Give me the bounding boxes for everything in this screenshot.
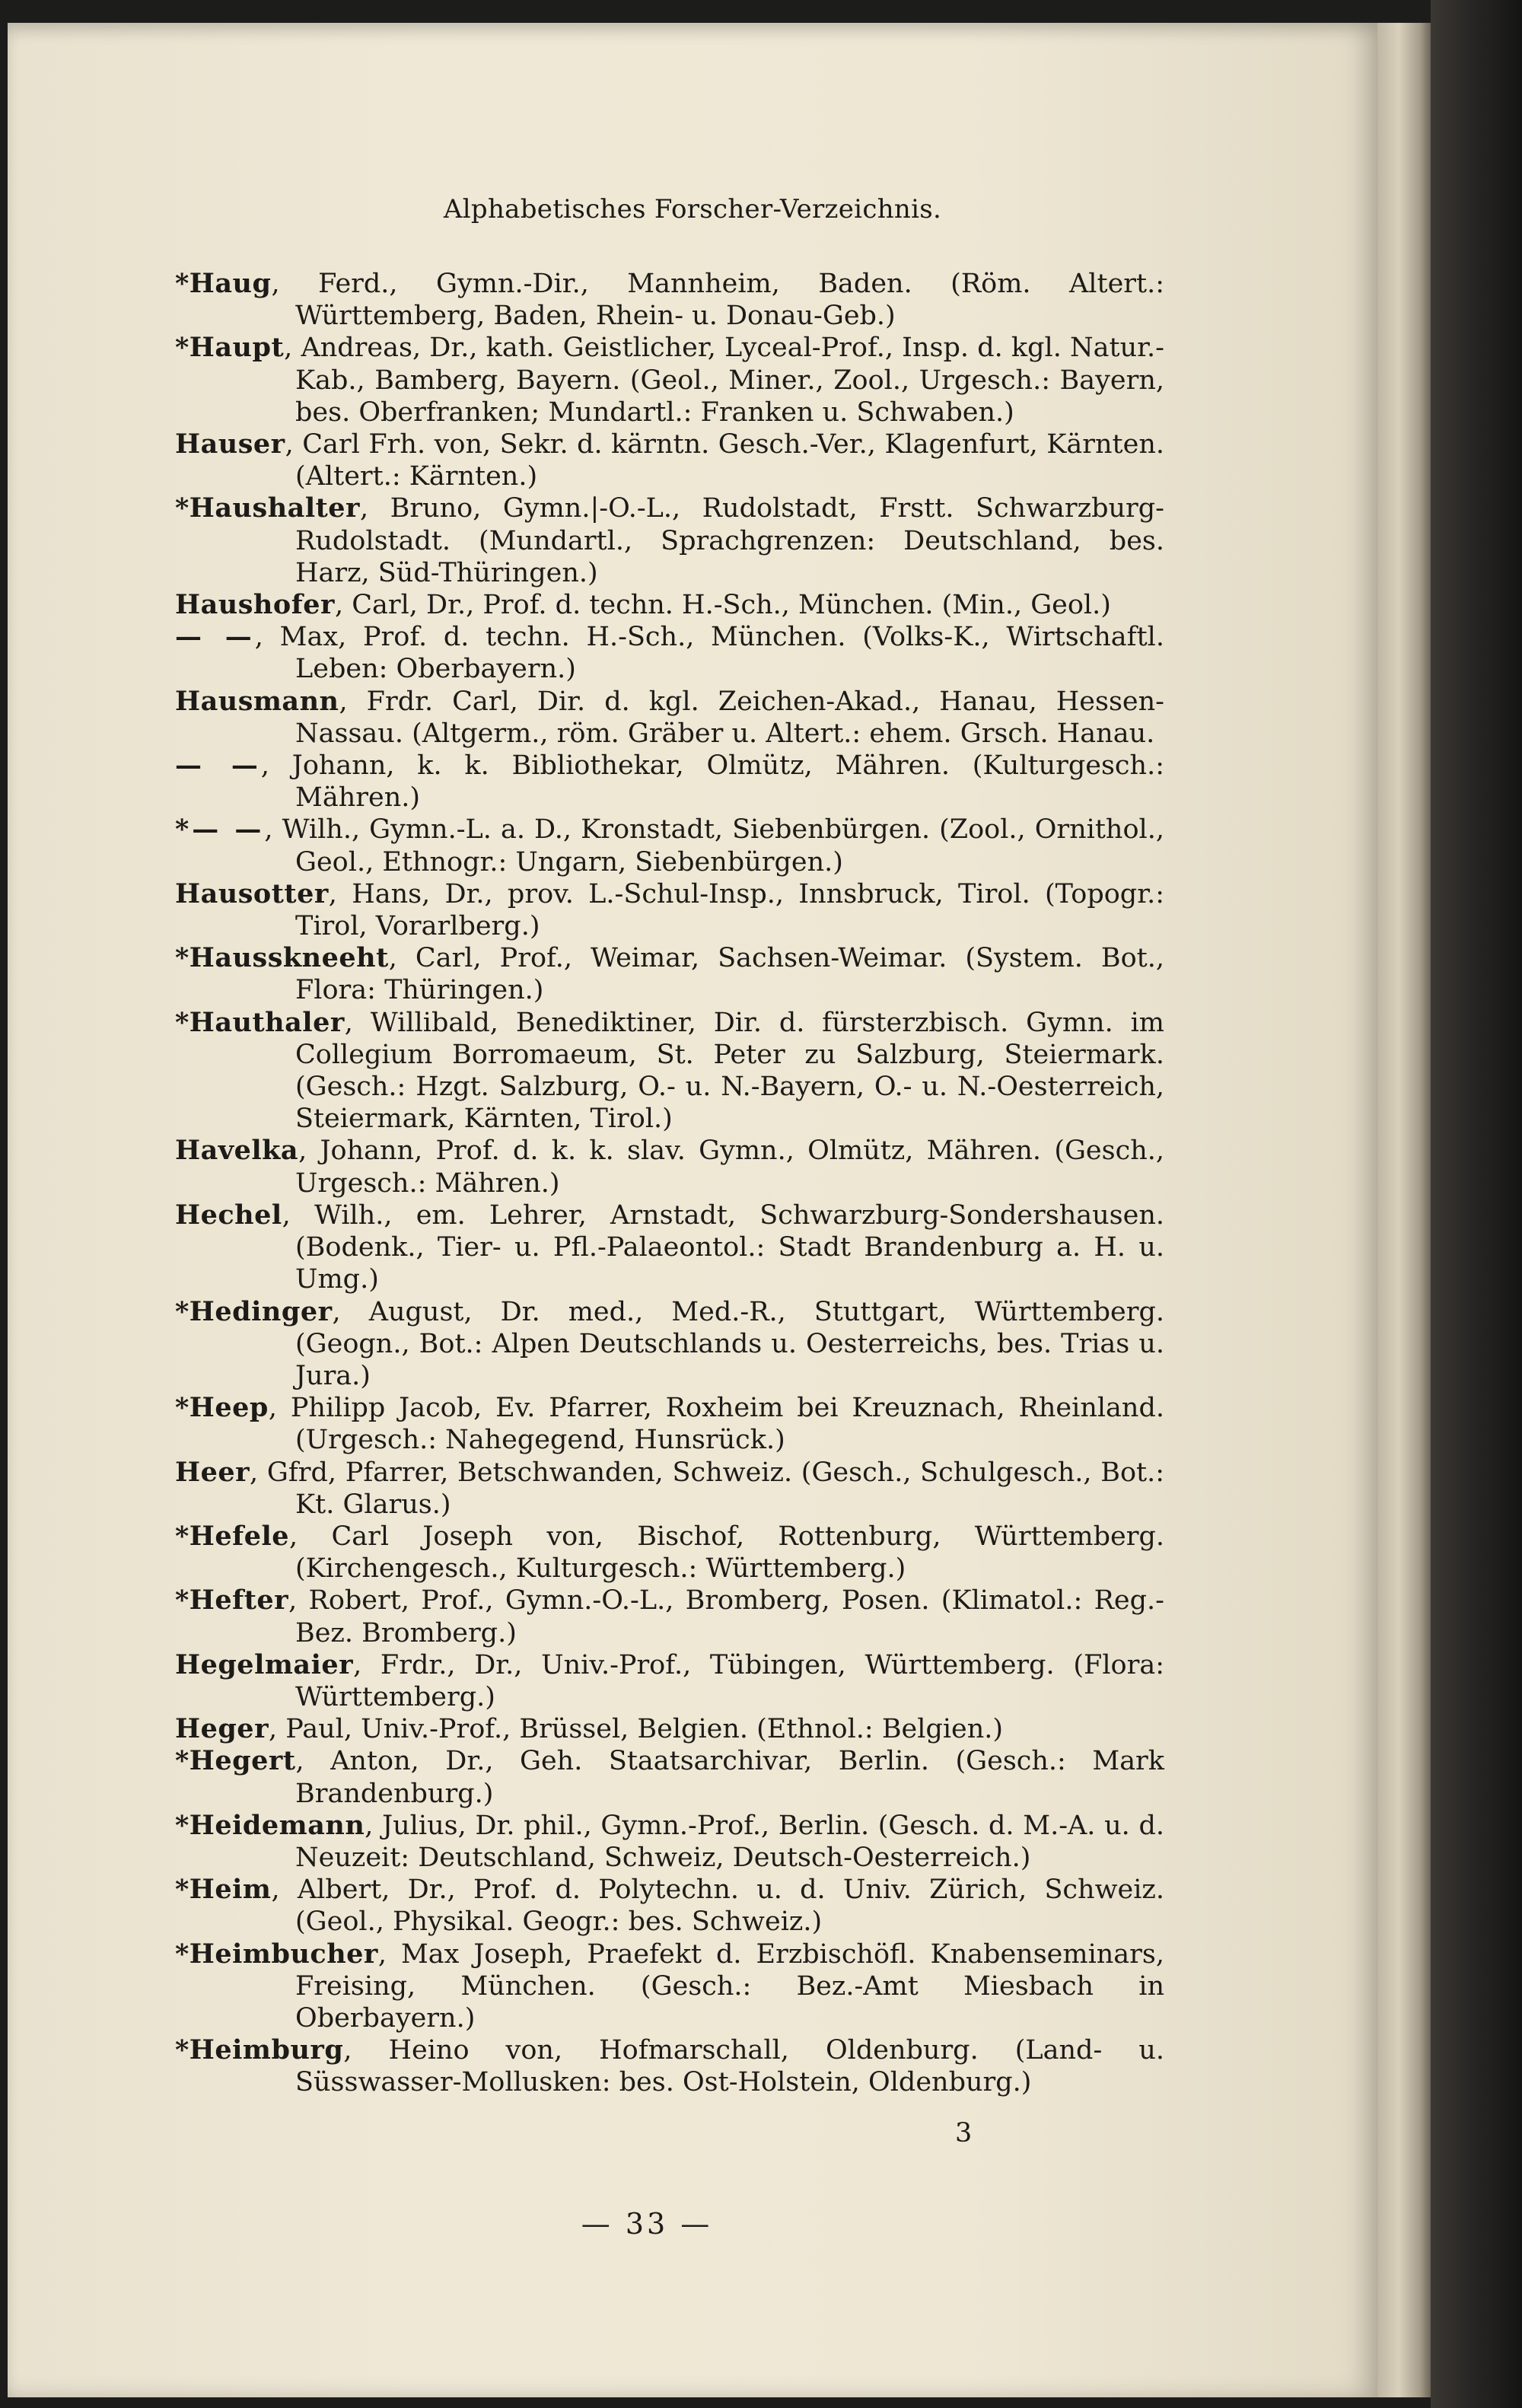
entry (175, 428, 1164, 492)
entry-name: *— — (175, 814, 265, 846)
entry-name: *Hegert (175, 1745, 296, 1777)
entry-name: Heer (175, 1456, 250, 1488)
entry-text: , Philipp Jacob, Ev. Pfarrer, Roxheim bei Kreuznach, Rheinland. (Urgesch.: Nahegegend, Hunsrück.) (268, 1393, 1164, 1456)
book-spine (1431, 0, 1522, 2408)
entry-text: , Max Joseph, Praefekt d. Erzbischöfl. Knabenseminars, Freising, München. (Gesch.: Bez.-Amt Miesbach in Oberbayern.) (295, 1938, 1164, 2034)
entry (175, 750, 1164, 814)
entry (175, 1585, 1164, 1648)
entry (175, 1649, 1164, 1713)
entry-text: , Max, Prof. d. techn. H.-Sch., München. (Volks-K., Wirtschaftl. Leben: Oberbayern.) (254, 622, 1164, 685)
entry-text: , Albert, Dr., Prof. d. Polytechn. u. d. Univ. Zürich, Schweiz. (Geol., Physikal. Geogr.: bes. Schweiz.) (271, 1874, 1164, 1938)
entry (175, 1938, 1164, 2035)
entry-name: *Hefele (175, 1520, 290, 1552)
entry-text: , Heino von, Hofmarschall, Oldenburg. (Land- u. Süsswasser-Mollusken: bes. Ost-Holstein, Oldenburg.) (295, 2035, 1164, 2098)
entry-text: , Wilh., em. Lehrer, Arnstadt, Schwarzburg-Sondershausen. (Bodenk., Tier- u. Pfl.-Palaeontol.: Stadt Brandenburg a. H. u. Umg.) (282, 1199, 1164, 1295)
entry-text: , Anton, Dr., Geh. Staatsarchivar, Berlin. (Gesch.: Mark Brandenburg.) (295, 1746, 1164, 1809)
entry (175, 268, 1164, 332)
page-fold (1377, 23, 1431, 2397)
entry (175, 1874, 1164, 1938)
entry (175, 1713, 1164, 1745)
entry (175, 1810, 1164, 1874)
entry-text: , Paul, Univ.-Prof., Brüssel, Belgien. (Ethnol.: Belgien.) (269, 1714, 1004, 1745)
entry-text: , Johann, Prof. d. k. k. slav. Gymn., Olmütz, Mähren. (Gesch., Urgesch.: Mähren.) (295, 1136, 1164, 1199)
entry-name: *Hausskneeht (175, 942, 389, 974)
entry (175, 1199, 1164, 1296)
entry-text: , Bruno, Gymn.|-O.-L., Rudolstadt, Frstt. Schwarzburg-Rudolstadt. (Mundartl., Sprachgrenzen: Deutschland, bes. Harz, Süd-Thüringen.) (295, 493, 1164, 588)
page-number: — 33 — (581, 2207, 713, 2241)
entry-name: *Heimbucher (175, 1938, 378, 1970)
entry (175, 1135, 1164, 1199)
entry-name: *Heidemann (175, 1809, 365, 1841)
entry-name: — — (175, 621, 255, 653)
entry (175, 686, 1164, 750)
entry-text: , Gfrd, Pfarrer, Betschwanden, Schweiz. (Gesch., Schulgesch., Bot.: Kt. Glarus.) (250, 1457, 1164, 1520)
entry (175, 878, 1164, 942)
entry-name: Havelka (175, 1135, 299, 1167)
entry-name: Hausmann (175, 685, 339, 717)
entry-text: , Willibald, Benediktiner, Dir. d. fürsterzbisch. Gymn. im Collegium Borromaeum, St. Peter zu Salzburg, Steiermark. (Gesch.: Hzgt. Salzburg, O.- u. N.-Bayern, O.- u. N.-Oesterreich, Steiermark, Kärnten, Tirol.) (295, 1007, 1164, 1135)
entry (175, 942, 1164, 1006)
entry (175, 1521, 1164, 1585)
entry-text: , Andreas, Dr., kath. Geistlicher, Lyceal-Prof., Insp. d. kgl. Natur.-Kab., Bamberg, Bayern. (Geol., Miner., Zool., Urgesch.: Bayern, bes. Oberfranken; Mundartl.: Franken u. Schwaben.) (284, 333, 1164, 428)
entry-text: , Julius, Dr. phil., Gymn.-Prof., Berlin. (Gesch. d. M.-A. u. d. Neuzeit: Deutschland, Schweiz, Deutsch-Oesterreich.) (295, 1810, 1164, 1873)
entry-text: , Johann, k. k. Bibliothekar, Olmütz, Mähren. (Kulturgesch.: Mähren.) (260, 750, 1164, 814)
entry-text: , Carl, Prof., Weimar, Sachsen-Weimar. (System. Bot., Flora: Thüringen.) (295, 943, 1164, 1006)
signature-mark: 3 (955, 2118, 973, 2148)
entry-name: *Haug (175, 268, 272, 299)
entry-name: — — (175, 750, 261, 782)
entry (175, 621, 1164, 685)
entry-name: Heger (175, 1713, 269, 1745)
entry-text: , Frdr. Carl, Dir. d. kgl. Zeichen-Akad., Hanau, Hessen-Nassau. (Altgerm., röm. Gräber u. Altert.: ehem. Grsch. Hanau. (295, 686, 1164, 749)
entry-name: *Hedinger (175, 1295, 333, 1327)
entry-name: *Hefter (175, 1585, 289, 1616)
entry (175, 1007, 1164, 1136)
entry-name: Hegelmaier (175, 1648, 354, 1680)
entry-name: *Heimburg (175, 2034, 344, 2066)
entry-text: , Carl, Dr., Prof. d. techn. H.-Sch., München. (Min., Geol.) (334, 590, 1111, 621)
entry-text: , Ferd., Gymn.-Dir., Mannheim, Baden. (Röm. Altert.: Württemberg, Baden, Rhein- u. Donau-Geb.) (271, 269, 1164, 332)
entry (175, 492, 1164, 589)
entry-name: *Heep (175, 1392, 269, 1424)
entry (175, 1457, 1164, 1521)
entry-text: , Hans, Dr., prov. L.-Schul-Insp., Innsbruck, Tirol. (Topogr.: Tirol, Vorarlberg.) (295, 878, 1164, 942)
entry (175, 814, 1164, 878)
entry-text: , Frdr., Dr., Univ.-Prof., Tübingen, Württemberg. (Flora: Württemberg.) (295, 1649, 1164, 1712)
entry-text: , Robert, Prof., Gymn.-O.-L., Bromberg, Posen. (Klimatol.: Reg.-Bez. Bromberg.) (288, 1585, 1164, 1648)
entry-list (175, 268, 1164, 2099)
entry-text: , August, Dr. med., Med.-R., Stuttgart, Württemberg. (Geogn., Bot.: Alpen Deutschlands u. Oesterreichs, bes. Trias u. Jura.) (295, 1296, 1164, 1391)
running-head: Alphabetisches Forscher-Verzeichnis. (443, 194, 942, 225)
entry-text: , Carl Joseph von, Bischof, Rottenburg, Württemberg. (Kirchengesch., Kulturgesch.: Württemberg.) (289, 1521, 1164, 1585)
entry (175, 589, 1164, 621)
entry-name: Hauser (175, 428, 285, 460)
entry-name: *Haushalter (175, 492, 360, 524)
entry-text: , Carl Frh. von, Sekr. d. kärntn. Gesch.-Ver., Klagenfurt, Kärnten. (Altert.: Kärnten.) (285, 429, 1164, 492)
entry (175, 1745, 1164, 1809)
entry (175, 332, 1164, 428)
entry-name: Hausotter (175, 878, 329, 909)
entry (175, 1392, 1164, 1456)
entry-text: , Wilh., Gymn.-L. a. D., Kronstadt, Siebenbürgen. (Zool., Ornithol., Geol., Ethnogr.: Ungarn, Siebenbürgen.) (264, 814, 1164, 878)
entry-name: Hechel (175, 1199, 282, 1231)
entry (175, 1296, 1164, 1393)
entry-name: *Haupt (175, 332, 285, 364)
entry-name: *Heim (175, 1874, 272, 1906)
entry-name: Haushofer (175, 589, 335, 621)
entry (175, 2034, 1164, 2098)
entry-name: *Hauthaler (175, 1006, 345, 1038)
